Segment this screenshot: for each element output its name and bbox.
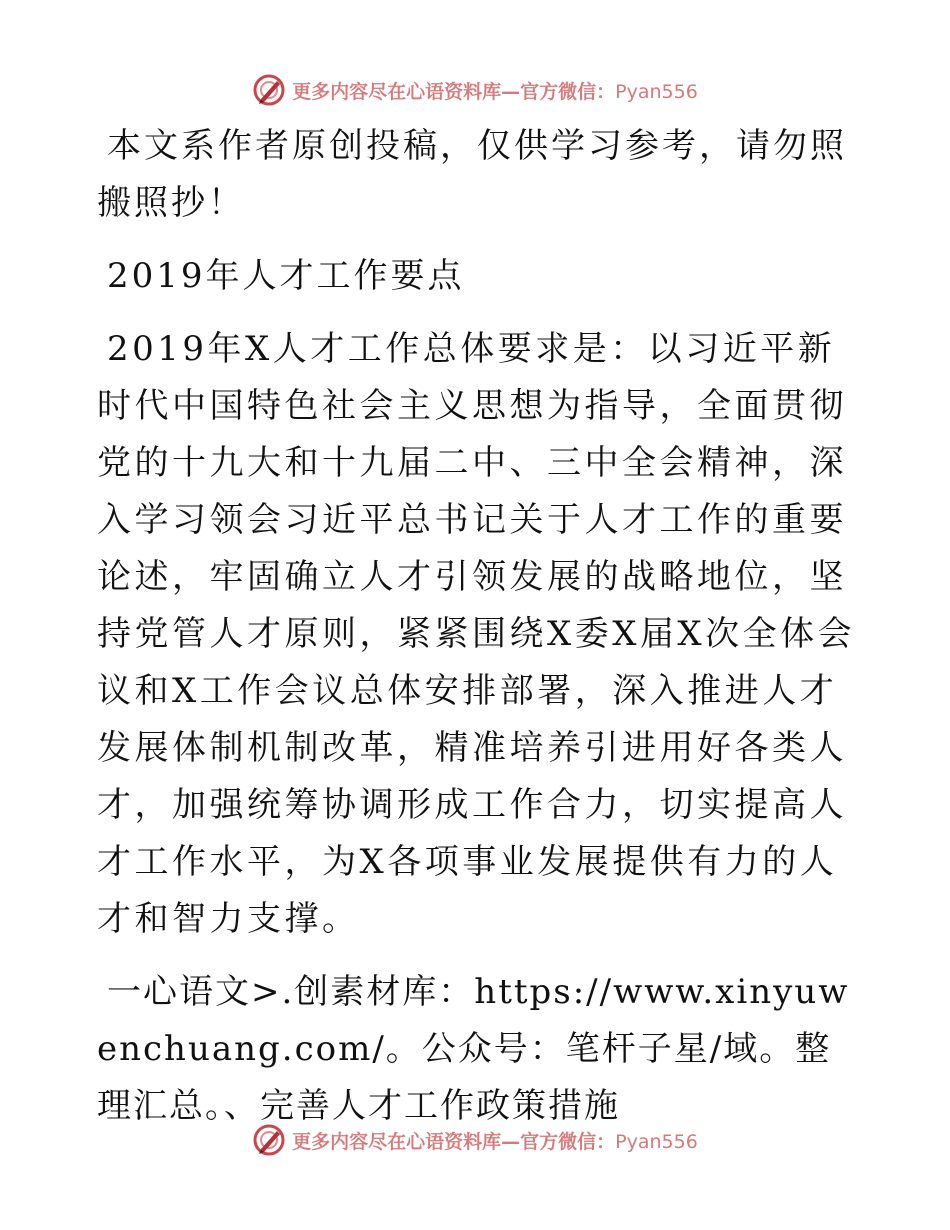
pen-logo-icon — [252, 73, 286, 107]
pen-logo-icon — [252, 1123, 286, 1157]
body-paragraph: 2019年X人才工作总体要求是：以习近平新时代中国特色社会主义思想为指导，全面贯彻党的十九大和十九届二中、三中全会精神，深入学习领会习近平总书记关于人才工作的重要论述，牢固确立人才引领发展的战略地位，坚持党管人才原则，紧紧围绕X委X届X次全体会议和X工作会议总体安排部署，深入推进人才发展体制机制改革，精准培养引进用好各类人才，加强统筹协调形成工作合力，切实提高人才工作水平，为X各项事业发展提供有力的人才和智力支撑。 — [97, 329, 856, 939]
document-title: 2019年人才工作要点 — [107, 256, 465, 296]
source-note-paragraph: 一心语文>.创素材库：https://www.xinyuwenchuang.com/。公众号：笔杆子星/域。整理汇总。、完善人才工作政策措施 — [97, 972, 850, 1126]
document-body — [97, 118, 857, 1151]
footer-watermark-text: 更多内容尽在心语资料库—官方微信：Pyan556 — [292, 1130, 698, 1153]
footer-watermark-banner — [0, 1120, 950, 1160]
header-watermark-banner — [0, 70, 950, 110]
copyright-notice: 本文系作者原创投稿，仅供学习参考，请勿照搬照抄！ — [97, 126, 847, 223]
header-watermark-text: 更多内容尽在心语资料库—官方微信：Pyan556 — [292, 80, 698, 103]
